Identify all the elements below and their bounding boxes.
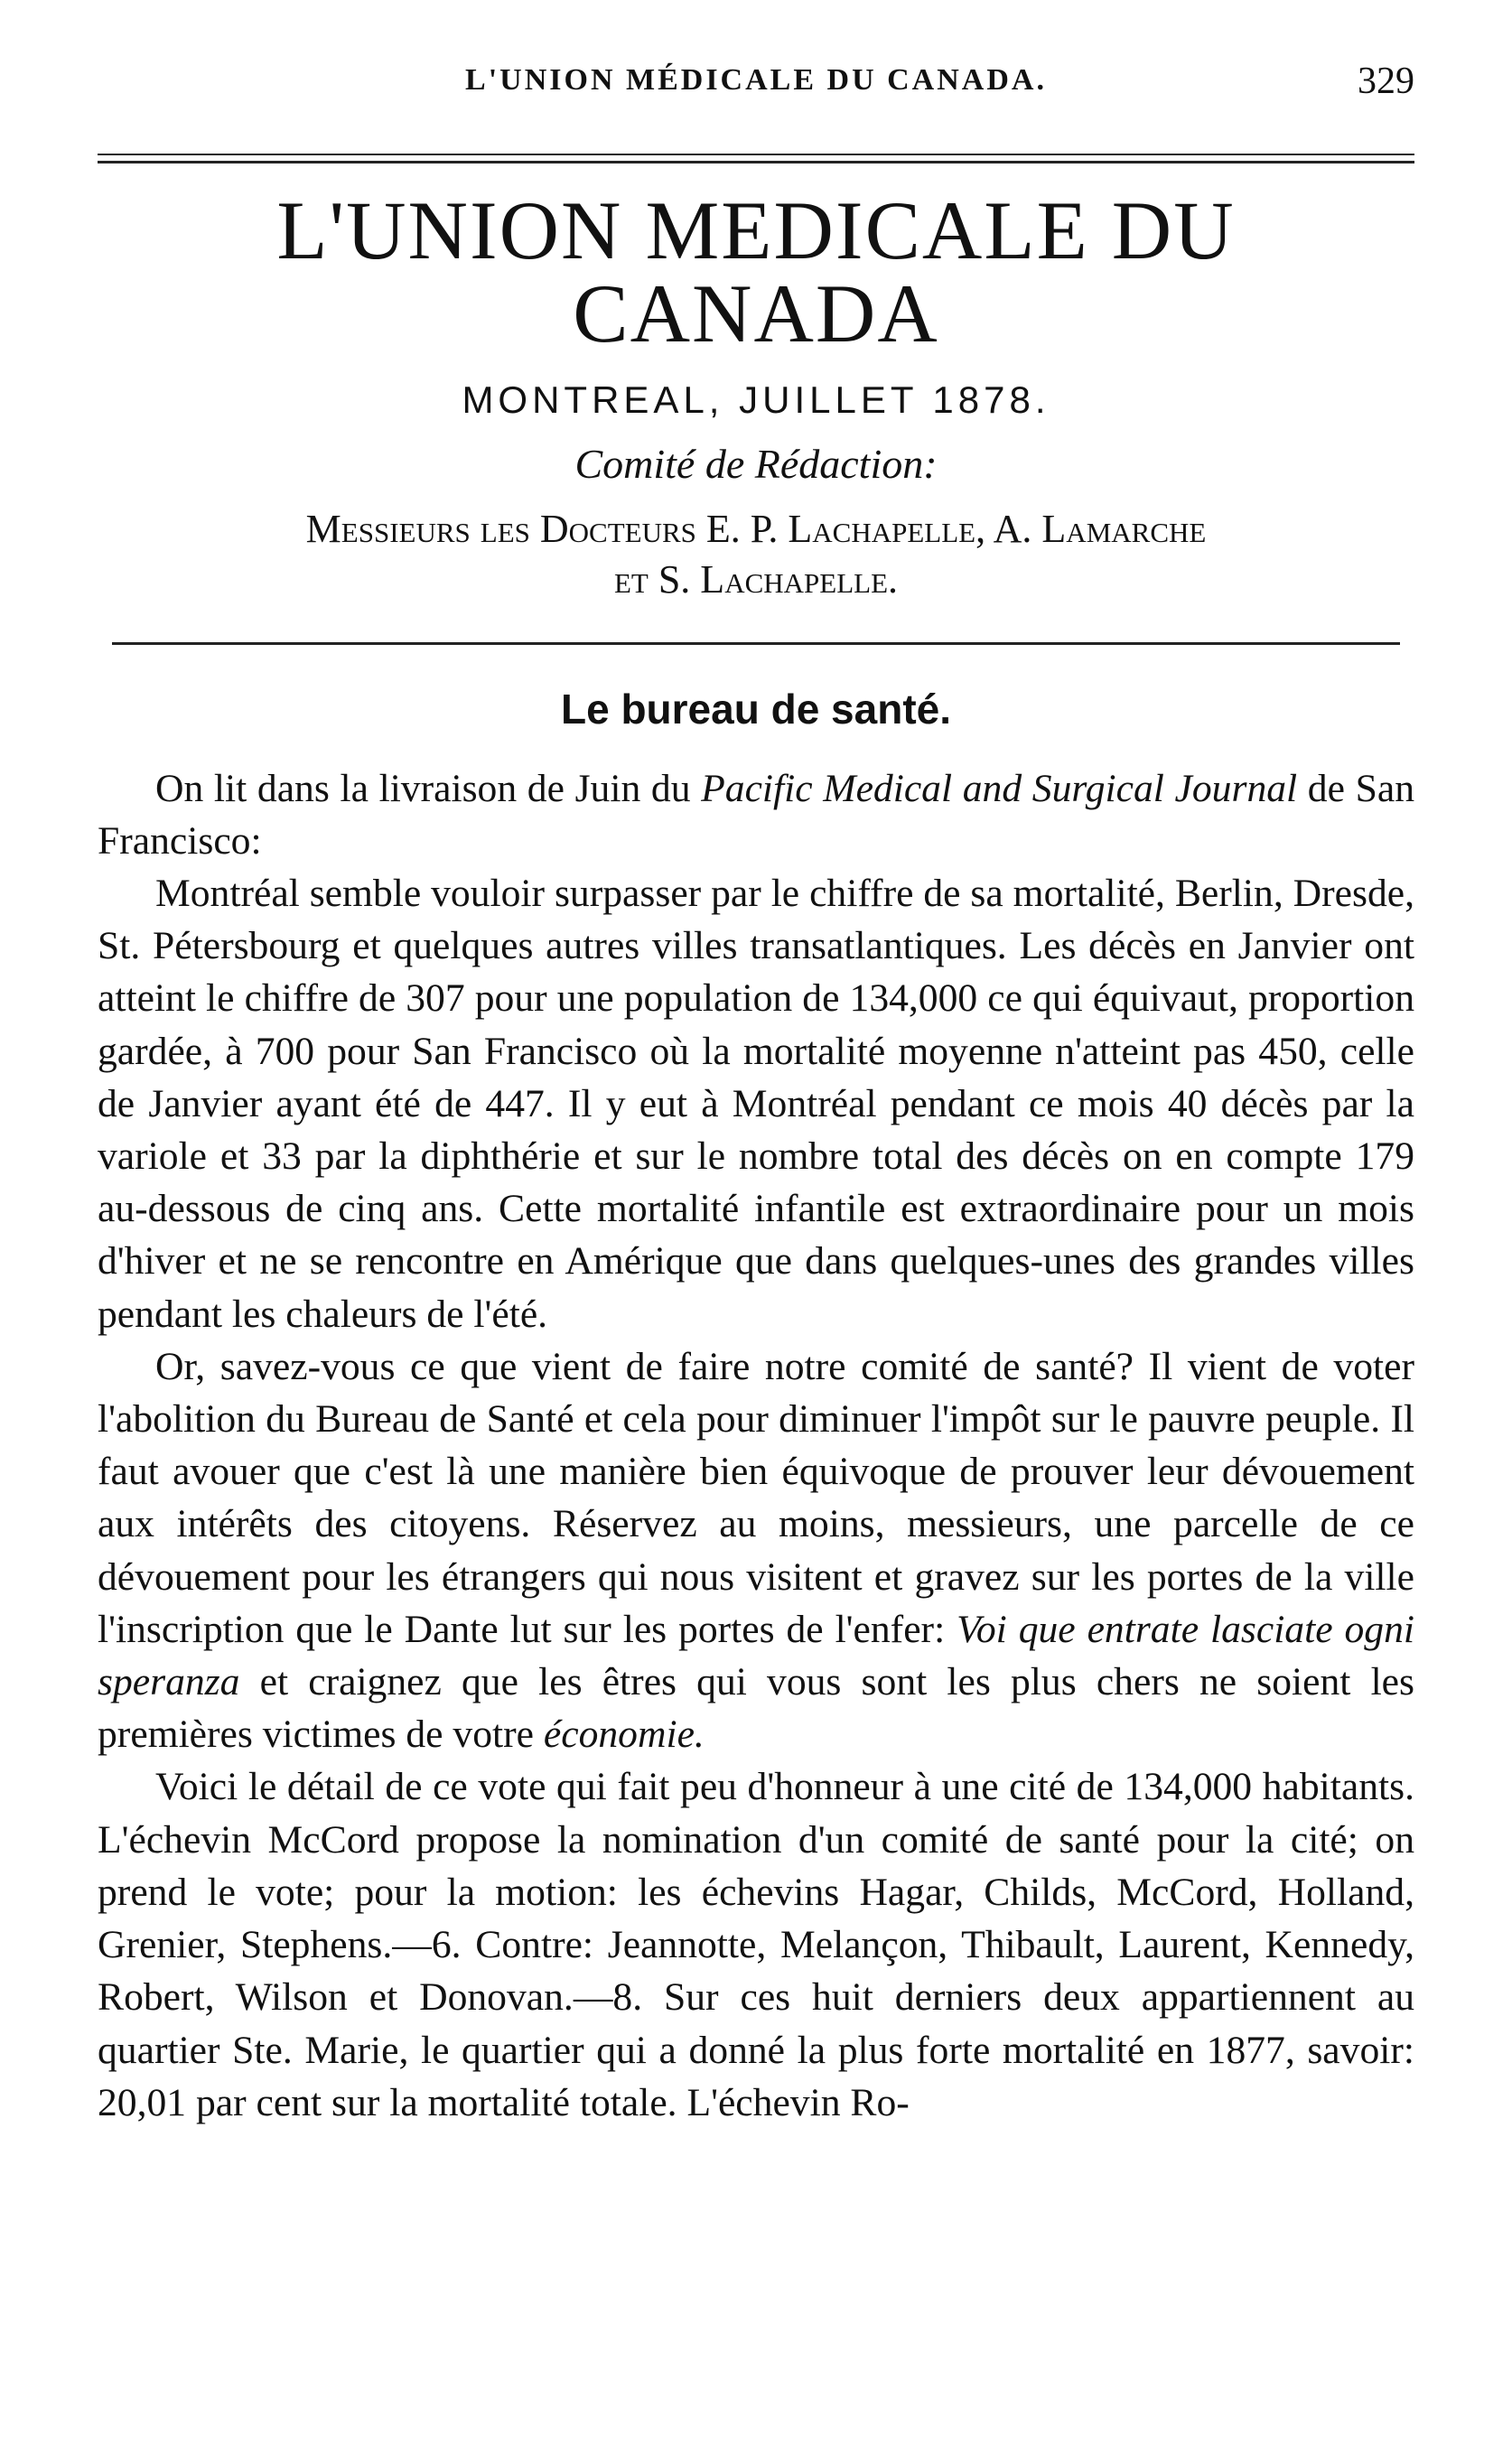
committee-label: Comité de Rédaction: bbox=[574, 441, 938, 487]
paragraph-1 bbox=[98, 762, 1414, 867]
page-number: 329 bbox=[1358, 61, 1414, 102]
editors-list bbox=[98, 504, 1414, 606]
article-title: Le bureau de santé. bbox=[560, 685, 951, 733]
economie-word: économie. bbox=[543, 1713, 705, 1757]
editors-line-1: Messieurs les Docteurs E. P. Lachapelle, A. Lamarche bbox=[305, 507, 1207, 551]
header-divider bbox=[98, 154, 1414, 163]
dante-quote: Voi que entrate lasciate ogni speranza bbox=[98, 1607, 1414, 1704]
masthead-divider bbox=[112, 642, 1400, 645]
editors-line-2: et S. Lachapelle. bbox=[613, 557, 899, 602]
paragraph-3-text-a: Or, savez-vous ce que vient de faire notre comité de santé? Il vient de voter l'abolition du Bureau de Santé et cela pour diminuer l'impôt sur le pauvre peuple. Il faut avouer que c'est là une manière bien équivoque de prouver leur dévouement aux intérêts des citoyens. Réservez au moins, messieurs, une parcelle de ce dévouement pour les étrangers qui nous visitent et gravez sur les portes de la ville l'inscription que le Dante lut sur les portes de l'enfer: bbox=[98, 1344, 1414, 1651]
paragraph-4: Voici le détail de ce vote qui fait peu d'honneur à une cité de 134,000 habitants. L'échevin McCord propose la nomination d'un comité de santé pour la cité; on prend le vote; pour la motion: les échevins Hagar, Childs, McCord, Holland, Grenier, Stephens.—6. Contre: Jeannotte, Melançon, Thibault, Laurent, Kennedy, Robert, Wilson et Donovan.—8. Sur ces huit derniers deux appartiennent au quartier Ste. Marie, le quartier qui a donné la plus forte mortalité en 1877, savoir: 20,01 par cent sur la mortalité totale. L'échevin Ro- bbox=[98, 1765, 1414, 2124]
paragraph-1-text-b: de San Francisco: bbox=[98, 766, 1414, 863]
masthead-title: L'UNION MEDICALE DU CANADA bbox=[276, 184, 1236, 359]
paragraph-3-text-b: et craignez que les êtres qui vous sont les plus chers ne soient les premières victimes de votre bbox=[98, 1660, 1414, 1757]
dateline: MONTREAL, JUILLET 1878. bbox=[462, 378, 1050, 421]
paragraph-1-text-a: On lit dans la livraison de Juin du bbox=[155, 766, 702, 810]
page bbox=[98, 54, 1414, 2129]
journal-name: Pacific Medical and Surgical Journal bbox=[701, 766, 1298, 810]
paragraph-3 bbox=[98, 1340, 1414, 1761]
running-title: L'UNION MÉDICALE DU CANADA. bbox=[465, 63, 1047, 97]
paragraph-2: Montréal semble vouloir surpasser par le chiffre de sa mortalité, Berlin, Dresde, St. Pétersbourg et quelques autres villes transatlantiques. Les décès en Janvier ont atteint le chiffre de 307 pour une population de 134,000 ce qui équivaut, proportion gardée, à 700 pour San Francisco où la mortalité moyenne n'atteint pas 450, celle de Janvier ayant été de 447. Il y eut à Montréal pendant ce mois 40 décès par la variole et 33 par la diphthérie et sur le nombre total des décès on en compte 179 au-dessous de cinq ans. Cette mortalité infantile est extraordinaire pour un mois d'hiver et ne se rencontre en Amérique que dans quelques-unes des grandes villes pendant les chaleurs de l'été. bbox=[98, 872, 1414, 1336]
running-head bbox=[98, 54, 1414, 117]
article-body bbox=[98, 762, 1414, 2129]
